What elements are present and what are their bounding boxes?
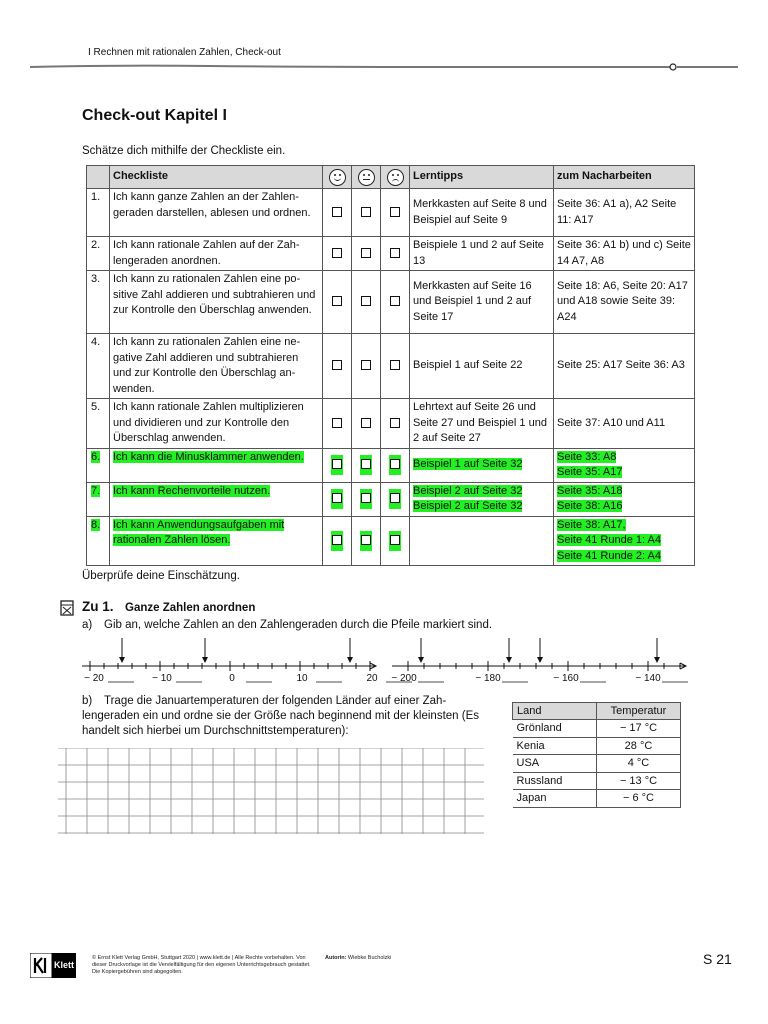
marker-arrowhead xyxy=(506,657,512,663)
temperature-table xyxy=(512,702,681,808)
rating-checkbox[interactable] xyxy=(361,493,371,503)
review-text: Überprüfe deine Einschätzung. xyxy=(82,570,240,582)
marker-arrowhead xyxy=(202,657,208,663)
row-number: 1. xyxy=(87,189,110,237)
rating-checkbox[interactable] xyxy=(361,207,371,217)
intro-text: Schätze dich mithilfe der Checkliste ein. xyxy=(82,145,286,157)
temperature: − 17 °C xyxy=(597,720,681,738)
marker-arrowhead xyxy=(418,657,424,663)
row-lerntipps: Beispiel 1 auf Seite 32 xyxy=(413,458,523,471)
row-lerntipps: Beispiele 1 und 2 auf Seite 13 xyxy=(410,237,554,271)
table-row xyxy=(513,772,681,790)
checklist-row xyxy=(87,237,695,271)
rating-checkbox[interactable] xyxy=(361,418,371,428)
rating-checkbox[interactable] xyxy=(390,296,400,306)
rating-checkbox[interactable] xyxy=(390,493,400,503)
answer-grid xyxy=(58,748,484,834)
col-nacharbeiten: zum Nacharbeiten xyxy=(554,166,695,189)
row-lerntipps: Lehrtext auf Seite 26 und Seite 27 und Beispiel 1 und 2 auf Seite 27 xyxy=(410,399,554,449)
country: Grönland xyxy=(513,720,597,738)
number-lines xyxy=(80,635,692,687)
row-nacharbeiten-line: Seite 38: A16 xyxy=(557,500,623,512)
section-label: Zu 1. xyxy=(82,599,114,614)
rating-checkbox[interactable] xyxy=(332,207,342,217)
rating-checkbox[interactable] xyxy=(332,493,342,503)
page-title: Check-out Kapitel I xyxy=(82,107,227,124)
row-statement: Ich kann zu rationalen Zahlen eine negative Zahl addieren und subtrahieren und zur Kontrolle den Überschlag anwenden. xyxy=(110,334,323,399)
rating-checkbox[interactable] xyxy=(390,535,400,545)
rating-checkbox[interactable] xyxy=(390,418,400,428)
task-a-text: Gib an, welche Zahlen an den Zahlengeraden durch die Pfeile markiert sind. xyxy=(104,619,493,631)
rating-checkbox[interactable] xyxy=(390,207,400,217)
tick-label: 0 xyxy=(229,673,235,684)
checklist-row xyxy=(87,482,695,516)
tick-label: − 180 xyxy=(475,673,501,684)
col-lerntipps: Lerntipps xyxy=(410,166,554,189)
row-nacharbeiten: Seite 18: A6, Seite 20: A17 und A18 sowie Seite 39: A24 xyxy=(554,271,695,334)
checklist-row xyxy=(87,271,695,334)
row-statement: Ich kann Rechenvorteile nutzen. xyxy=(113,484,271,497)
table-row xyxy=(513,755,681,773)
marker-arrowhead xyxy=(537,657,543,663)
row-lerntipps-line: Beispiel 2 auf Seite 32 xyxy=(413,484,523,497)
temperature: − 6 °C xyxy=(597,790,681,808)
row-statement: Ich kann ganze Zahlen an der Zahlengeraden darstellen, ablesen und ordnen. xyxy=(110,189,323,237)
row-statement: Ich kann die Minusklammer anwenden. xyxy=(113,450,304,463)
table-row xyxy=(513,737,681,755)
temperature: 4 °C xyxy=(597,755,681,773)
task-b-text: Trage die Januartemperaturen der folgenden Länder auf einer Zahlengeraden ein und ordne sie der Größe nach beginnend mit der kleinsten (Es handelt sich hierbei um Durchschnittstemperaturen): xyxy=(82,695,479,737)
row-nacharbeiten: Seite 37: A10 und A11 xyxy=(554,399,695,449)
col-temperatur: Temperatur xyxy=(597,703,681,720)
rating-checkbox[interactable] xyxy=(361,535,371,545)
tick-label: − 140 xyxy=(635,673,661,684)
table-row xyxy=(513,790,681,808)
tick-label: − 20 xyxy=(84,673,104,684)
exercise-calculator-icon xyxy=(60,600,74,616)
row-statement: Ich kann zu rationalen Zahlen eine positive Zahl addieren und subtrahieren und zur Kontrolle den Überschlag anwenden. xyxy=(110,271,323,334)
row-nacharbeiten: Seite 25: A17 Seite 36: A3 xyxy=(554,334,695,399)
rating-checkbox[interactable] xyxy=(361,248,371,258)
row-nacharbeiten-line: Seite 35: A17 xyxy=(557,466,623,478)
country: Kenia xyxy=(513,737,597,755)
checklist-table xyxy=(86,165,695,566)
task-b xyxy=(82,694,494,739)
marker-arrowhead xyxy=(347,657,353,663)
row-lerntipps-line: Beispiel 2 auf Seite 32 xyxy=(413,500,523,512)
row-lerntipps: Beispiel 1 auf Seite 22 xyxy=(410,334,554,399)
author-name: Wiebke Bucholzki xyxy=(347,955,392,961)
row-number: 2. xyxy=(87,237,110,271)
rating-checkbox[interactable] xyxy=(361,296,371,306)
tick-label: − 160 xyxy=(553,673,579,684)
row-lerntipps-empty xyxy=(410,516,554,566)
checklist-header-row xyxy=(87,166,695,189)
logo-text: Klett xyxy=(52,953,76,978)
country: USA xyxy=(513,755,597,773)
rating-checkbox[interactable] xyxy=(332,360,342,370)
checklist-row xyxy=(87,189,695,237)
task-b-label: b) xyxy=(82,695,93,707)
tick-label: 10 xyxy=(296,673,308,684)
checklist-row xyxy=(87,399,695,449)
row-nacharbeiten-line: Seite 41 Runde 2: A4 xyxy=(557,549,661,562)
row-lerntipps: Merkkasten auf Seite 16 und Beispiel 1 und 2 auf Seite 17 xyxy=(410,271,554,334)
marker-arrowhead xyxy=(654,657,660,663)
klett-logo xyxy=(30,953,76,978)
running-head: I Rechnen mit rationalen Zahlen, Check-out xyxy=(88,47,281,58)
row-nacharbeiten-line: Seite 38: A17, xyxy=(557,518,626,531)
col-checkliste: Checkliste xyxy=(110,166,323,189)
author-label: Autorin: xyxy=(325,955,347,961)
checklist-row xyxy=(87,448,695,482)
sad-smiley-icon xyxy=(387,169,404,186)
row-nacharbeiten-line: Seite 41 Runde 1: A4 xyxy=(557,534,661,546)
row-nacharbeiten-line: Seite 33: A8 xyxy=(557,450,617,463)
rating-checkbox[interactable] xyxy=(361,459,371,469)
checklist-row xyxy=(87,516,695,566)
task-a-label: a) xyxy=(82,619,93,631)
col-land: Land xyxy=(513,703,597,720)
temperature: − 13 °C xyxy=(597,772,681,790)
marker-arrowhead xyxy=(119,657,125,663)
rating-checkbox[interactable] xyxy=(361,360,371,370)
checklist-row xyxy=(87,334,695,399)
rating-checkbox[interactable] xyxy=(332,535,342,545)
rating-checkbox[interactable] xyxy=(332,248,342,258)
row-statement: Ich kann rationale Zahlen auf der Zahlengeraden anordnen. xyxy=(110,237,323,271)
rating-checkbox[interactable] xyxy=(332,418,342,428)
tick-label: 20 xyxy=(366,673,378,684)
copyright-notice: © Ernst Klett Verlag GmbH, Stuttgart 2020 | www.klett.de | Alle Rechte vorbehalten. Von dieser Druckvorlage ist die Vervielfältigung für den eigenen Unterrichtsgebrauch gestattet. Die Kopiergebühren sind abgegolten. xyxy=(92,955,311,975)
number-line-1 xyxy=(82,638,412,684)
klett-mark-icon xyxy=(30,953,52,978)
row-lerntipps: Merkkasten auf Seite 8 und Beispiel auf Seite 9 xyxy=(410,189,554,237)
author-line xyxy=(325,955,391,961)
country: Japan xyxy=(513,790,597,808)
row-number: 7. xyxy=(91,484,101,497)
row-nacharbeiten: Seite 36: A1 a), A2 Seite 11: A17 xyxy=(554,189,695,237)
rating-checkbox[interactable] xyxy=(390,459,400,469)
country: Russland xyxy=(513,772,597,790)
page-number: S 21 xyxy=(703,951,732,967)
number-line-2 xyxy=(391,638,688,684)
temperature: 28 °C xyxy=(597,737,681,755)
task-a xyxy=(82,619,492,631)
row-number: 8. xyxy=(91,518,101,531)
rating-checkbox[interactable] xyxy=(332,459,342,469)
row-number: 3. xyxy=(87,271,110,334)
row-nacharbeiten: Seite 36: A1 b) und c) Seite 14 A7, A8 xyxy=(554,237,695,271)
table-row xyxy=(513,720,681,738)
section-title: Ganze Zahlen anordnen xyxy=(125,602,256,614)
tick-label: − 10 xyxy=(152,673,172,684)
rating-checkbox[interactable] xyxy=(390,360,400,370)
happy-smiley-icon xyxy=(329,169,346,186)
rating-checkbox[interactable] xyxy=(390,248,400,258)
rating-checkbox[interactable] xyxy=(332,296,342,306)
row-number: 6. xyxy=(91,450,101,463)
header-rule xyxy=(30,60,742,74)
neutral-smiley-icon xyxy=(358,169,375,186)
row-number: 4. xyxy=(87,334,110,399)
row-statement: Ich kann Anwendungsaufgaben mit rationalen Zahlen lösen. xyxy=(113,518,285,546)
tick-label: − 200 xyxy=(391,673,417,684)
row-statement: Ich kann rationale Zahlen multiplizieren und dividieren und zur Kontrolle den Überschlag anwenden. xyxy=(110,399,323,449)
row-number: 5. xyxy=(87,399,110,449)
row-nacharbeiten-line: Seite 35: A18 xyxy=(557,484,623,497)
